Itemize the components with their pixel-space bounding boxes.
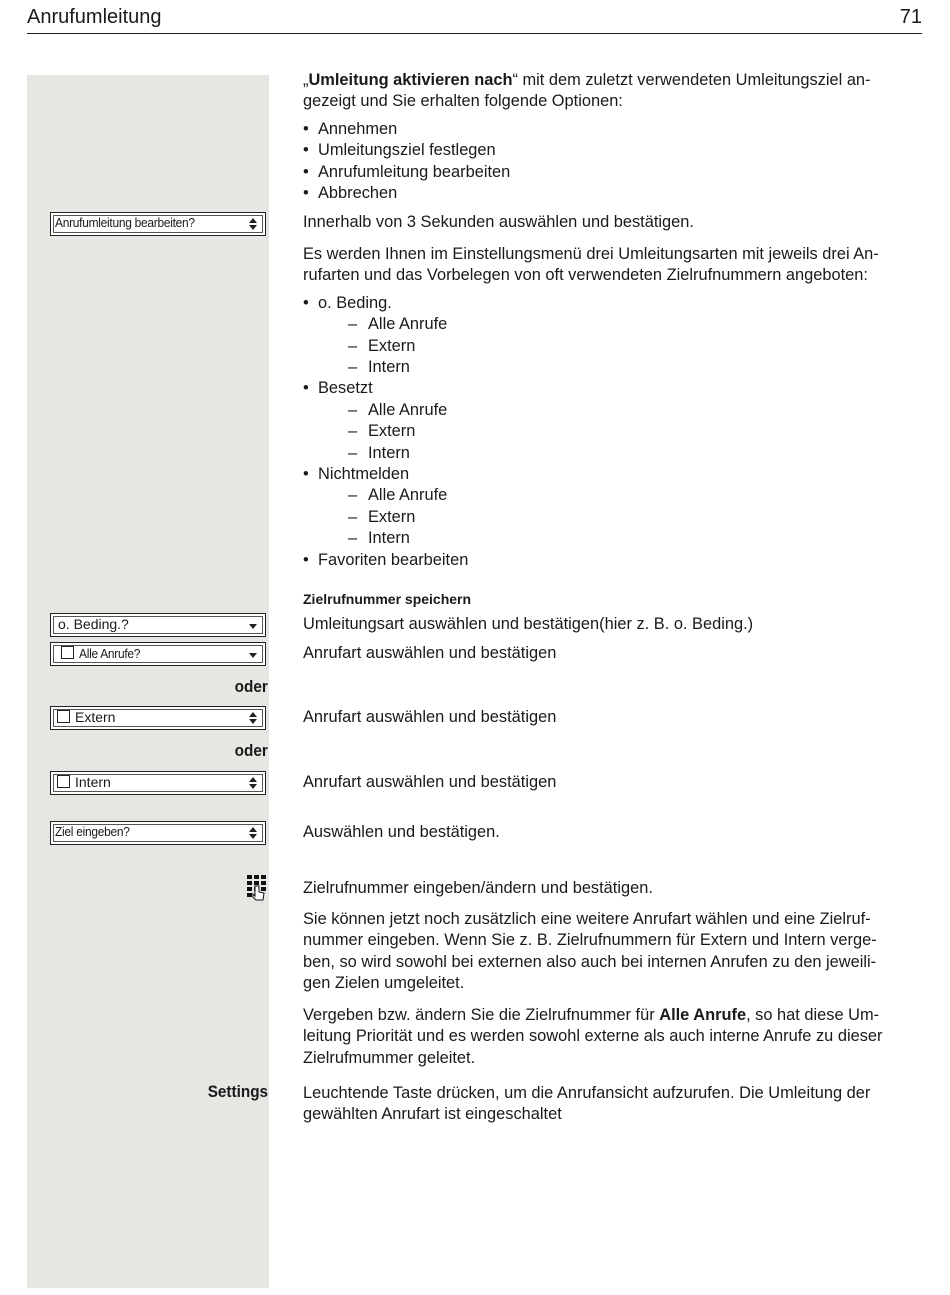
sub-list-item: – Intern xyxy=(318,528,923,549)
display-label xyxy=(53,709,115,725)
keypad-step-text: Zielrufnummer eingeben/ändern und bestätigen. xyxy=(303,879,653,897)
sub-list xyxy=(318,400,923,464)
or-label: oder xyxy=(234,741,268,760)
forwarding-type-display[interactable] xyxy=(50,613,266,637)
list-item xyxy=(303,464,923,550)
group-label: o. Beding. xyxy=(318,293,392,312)
edit-step-text: Innerhalb von 3 Sekunden auswählen und bestätigen. xyxy=(303,213,694,231)
enter-target-display[interactable] xyxy=(50,821,266,845)
settings-line: gewählten Anrufart ist eingeschaltet xyxy=(303,1105,562,1124)
chevron-down-icon xyxy=(249,647,257,661)
note-line xyxy=(303,1005,923,1026)
note-line: nummer eingeben. Wenn Sie z. B. Zielrufnummern für Extern und Intern verge- xyxy=(303,931,877,950)
quote-mark: „ xyxy=(303,71,309,89)
intern-display[interactable] xyxy=(50,771,266,795)
display-label: Ziel eingeben? xyxy=(55,824,130,839)
display-label: o. Beding.? xyxy=(58,616,129,632)
note-bold: Alle Anrufe xyxy=(659,1006,747,1024)
option-list xyxy=(303,119,923,205)
or-label: oder xyxy=(234,677,268,696)
up-down-arrow-icon xyxy=(249,711,257,725)
intro-line-2: gezeigt und Sie erhalten folgende Optionen: xyxy=(303,92,623,111)
settings-intro-line-1: Es werden Ihnen im Einstellungsmenü drei Umleitungsarten mit jeweils drei An- xyxy=(303,245,879,263)
list-item: • Abbrechen xyxy=(303,183,923,204)
group-label: Nichtmelden xyxy=(318,465,410,484)
page-title: Anrufumleitung xyxy=(27,6,162,28)
note-text: , so hat diese Um- xyxy=(746,1006,880,1024)
sub-list-item: – Extern xyxy=(318,336,923,357)
settings-key-label[interactable]: Settings xyxy=(207,1082,268,1101)
extern-display[interactable] xyxy=(50,706,266,730)
page-number: 71 xyxy=(899,6,922,28)
ziel-step-text: Auswählen und bestätigen. xyxy=(303,823,500,841)
intro-line-1 xyxy=(303,70,923,91)
note-paragraph-1 xyxy=(303,909,923,995)
sub-list xyxy=(318,314,923,378)
list-item: • Annehmen xyxy=(303,119,923,140)
checkbox-label: Extern xyxy=(75,709,116,725)
list-item: • Favoriten bearbeiten xyxy=(303,550,923,571)
intro-bold: Umleitung aktivieren nach xyxy=(308,71,513,89)
settings-intro-line-2: rufarten und das Vorbelegen von oft verwendeten Zielrufnummern angeboten: xyxy=(303,266,868,285)
sub-list-item: – Extern xyxy=(318,421,923,442)
page-header xyxy=(27,5,922,34)
note-line: Zielrufmummer geleitet. xyxy=(303,1048,476,1067)
settings-intro-block xyxy=(303,244,923,571)
list-item: • Umleitungsziel festlegen xyxy=(303,140,923,161)
display-label xyxy=(57,645,146,661)
list-item: • Anrufumleitung bearbeiten xyxy=(303,162,923,183)
sub-list-item: – Alle Anrufe xyxy=(318,485,923,506)
sub-list-item: – Intern xyxy=(318,357,923,378)
up-down-arrow-icon xyxy=(249,776,257,790)
all-step-text: Anrufart auswählen und bestätigen xyxy=(303,644,557,662)
all-calls-display[interactable] xyxy=(50,642,266,666)
settings-line: Leuchtende Taste drücken, um die Anrufansicht aufzurufen. Die Umleitung der xyxy=(303,1084,871,1102)
extern-step-text: Anrufart auswählen und bestätigen xyxy=(303,708,557,726)
checkbox-icon xyxy=(57,775,70,788)
list-item xyxy=(303,378,923,464)
intro-rest: “ mit dem zuletzt verwendeten Umleitungsziel an- xyxy=(512,71,871,89)
group-label: Besetzt xyxy=(318,379,373,398)
sub-list-item: – Alle Anrufe xyxy=(318,400,923,421)
note-line: Sie können jetzt noch zusätzlich eine weitere Anrufart wählen und eine Zielruf- xyxy=(303,910,871,928)
settings-step-text xyxy=(303,1083,923,1126)
checkbox-icon xyxy=(57,710,70,723)
type-step-text: Umleitungsart auswählen und bestätigen(hier z. B. o. Beding.) xyxy=(303,615,754,633)
list-item xyxy=(303,293,923,379)
sub-list-item: – Alle Anrufe xyxy=(318,314,923,335)
edit-forwarding-display[interactable] xyxy=(50,212,266,236)
up-down-arrow-icon xyxy=(249,826,257,840)
checkbox-label: Intern xyxy=(75,774,111,790)
display-label xyxy=(53,774,111,790)
note-line: leitung Priorität und es werden sowohl externe als auch interne Anrufe zu dieser xyxy=(303,1027,883,1046)
sub-list xyxy=(318,485,923,549)
section-heading: Zielrufnummer speichern xyxy=(303,591,472,607)
intro-block xyxy=(303,70,923,204)
display-label: Anrufumleitung bearbeiten? xyxy=(55,215,195,230)
sub-list-item: – Extern xyxy=(318,507,923,528)
note-line: gen Zielen umgeleitet. xyxy=(303,974,465,993)
intern-step-text: Anrufart auswählen und bestätigen xyxy=(303,773,557,791)
forwarding-types-list xyxy=(303,293,923,571)
chevron-down-icon xyxy=(249,618,257,632)
sub-list-item: – Intern xyxy=(318,443,923,464)
note-text: Vergeben bzw. ändern Sie die Zielrufnummer für xyxy=(303,1006,660,1024)
up-down-arrow-icon xyxy=(249,217,257,231)
checkbox-label: Alle Anrufe? xyxy=(79,646,141,661)
checkbox-icon xyxy=(61,646,74,659)
keypad-icon xyxy=(247,875,267,901)
note-line: ben, so wird sowohl bei externen also auch bei internen Anrufen zu den jeweili- xyxy=(303,952,877,971)
instruction-sidebar xyxy=(27,75,269,1288)
note-paragraph-2 xyxy=(303,1005,923,1069)
